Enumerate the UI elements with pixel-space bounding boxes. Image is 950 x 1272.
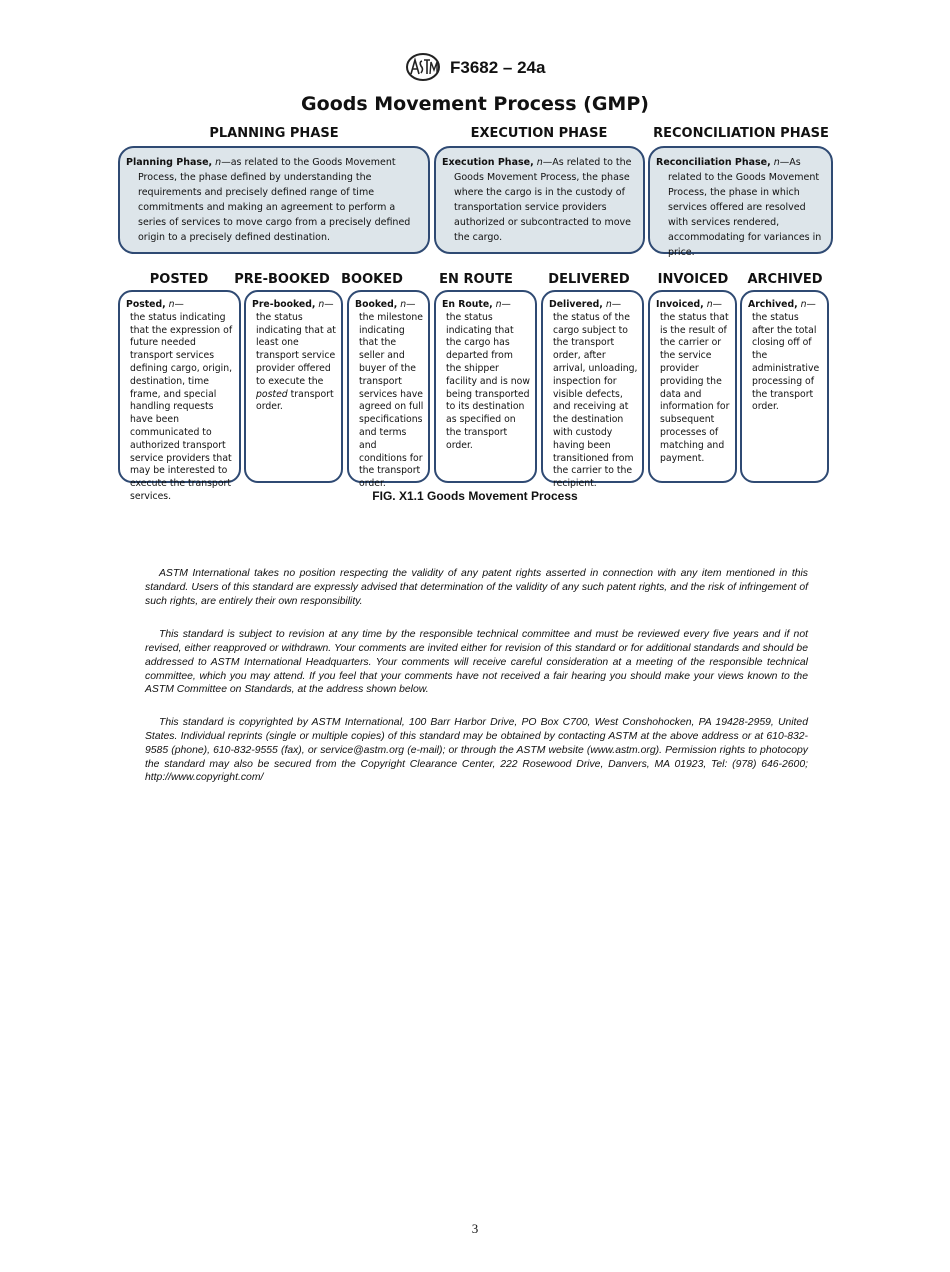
phase-title-planning: PLANNING PHASE xyxy=(209,126,339,141)
status-title-delivered: DELIVERED xyxy=(548,272,630,287)
status-term: Archived, xyxy=(748,299,798,310)
status-dash: — xyxy=(712,299,722,310)
status-box-posted xyxy=(118,290,241,502)
figure-title: Goods Movement Process (GMP) xyxy=(301,93,649,115)
status-description: the status indicating that the expression of future needed transport services defining cargo, origin, destination, time frame, and special handling requests have been communicated to authorized transport service providers that may be interested to execute the transport services. xyxy=(130,311,233,502)
status-pos: n xyxy=(400,299,407,310)
status-term: Booked, xyxy=(355,299,398,310)
phase-title-execution: EXECUTION PHASE xyxy=(470,126,608,141)
status-term: En Route, xyxy=(442,299,493,310)
phase-definition: —As related to the Goods Movement Process, the phase in which services offered are resolved with services rendered, accommodating for variances in price. xyxy=(668,157,822,258)
status-term: Delivered, xyxy=(549,299,603,310)
status-title-en-route: EN ROUTE xyxy=(439,272,513,287)
status-dash: — xyxy=(324,299,334,310)
status-dash: — xyxy=(501,299,511,310)
status-dash: — xyxy=(806,299,816,310)
phase-pos: n xyxy=(536,157,543,168)
page-number: 3 xyxy=(471,1221,479,1236)
phase-box-reconciliation xyxy=(648,146,833,258)
phase-definition: —As related to the Goods Movement Process, the phase where the cargo is in the custody of transportation service providers authorized or subcontracted to move the cargo. xyxy=(454,157,632,243)
status-term: Pre-booked, xyxy=(252,299,316,310)
status-pos: n xyxy=(605,299,612,310)
status-title-invoiced: INVOICED xyxy=(657,272,729,287)
document-number: F3682 – 24a xyxy=(450,58,546,77)
phase-term: Reconciliation Phase, xyxy=(656,157,771,168)
status-dash: — xyxy=(611,299,622,310)
status-box-delivered xyxy=(541,290,644,490)
status-dash: — xyxy=(174,299,184,310)
phase-term: Execution Phase, xyxy=(442,157,534,168)
status-pos: n xyxy=(706,299,713,310)
status-description: the status indicating that the cargo has departed from the shipper facility and is now being transported to its destination as specified on the transport order. xyxy=(446,311,530,451)
status-pos: n xyxy=(495,299,502,310)
status-pos: n xyxy=(800,299,807,310)
phase-title-reconciliation: RECONCILIATION PHASE xyxy=(653,126,829,141)
status-title-archived: ARCHIVED xyxy=(747,272,823,287)
astm-logo-icon xyxy=(405,52,441,82)
status-description: the status that is the result of the carrier or the service provider providing the data and information for subsequent processes of matching and payment. xyxy=(660,311,730,464)
revision-notice: This standard is subject to revision at any time by the responsible technical committee and must be reviewed every five years and if not revised, either reapproved or withdrawn. Your comments are invited either for revision of this standard or for additional standards and should be addressed to ASTM International Headquarters. Your comments will receive careful consideration at a meeting of the responsible technical committee, which you may attend. If you feel that your comments have not received a fair hearing you should make your views known to the ASTM Committee on Standards, at the address shown below. xyxy=(145,629,808,696)
status-term: Posted, xyxy=(126,299,166,310)
status-pos: n xyxy=(168,299,175,310)
status-description-emphasis: posted xyxy=(256,388,288,400)
phase-box-execution xyxy=(434,146,645,254)
patent-notice: ASTM International takes no position respecting the validity of any patent rights asserted in connection with any item mentioned in this standard. Users of this standard are expressly advised that determination of the validity of any such patent rights, and the risk of infringement of such rights, are entirely their own responsibility. xyxy=(145,568,808,607)
figure-caption: FIG. X1.1 Goods Movement Process xyxy=(372,489,578,503)
status-title-pre-booked: PRE-BOOKED xyxy=(234,272,330,287)
status-title-booked: BOOKED xyxy=(341,272,403,287)
phase-definition: —as related to the Goods Movement Process, the phase defined by understanding the requirements and precisely defined range of time commitments and making an agreement to perform a series of services to move cargo from a precisely defined origin to a precisely defined destination. xyxy=(138,157,411,243)
status-description: the status of the cargo subject to the transport order, after arrival, unloading, inspection for visible defects, and receiving at the destination with custody having been transitioned from the carrier to the recipient. xyxy=(553,311,638,490)
status-title-posted: POSTED xyxy=(149,272,209,287)
status-description: the milestone indicating that the seller and buyer of the transport services have agreed on full specifications and terms and conditions for the transport order. xyxy=(359,311,424,490)
status-dash: — xyxy=(406,299,416,310)
status-description-part: the status indicating that at least one transport service provider offered to execute the xyxy=(256,311,336,387)
phase-box-planning xyxy=(118,146,430,254)
status-description-part: transport order. xyxy=(256,388,334,413)
status-pos: n xyxy=(318,299,325,310)
phase-pos: n xyxy=(215,157,222,168)
phase-pos: n xyxy=(773,157,780,168)
status-box-booked xyxy=(347,290,430,490)
status-term: Invoiced, xyxy=(656,299,704,310)
status-box-invoiced xyxy=(648,290,737,483)
status-box-en-route xyxy=(434,290,537,483)
phase-term: Planning Phase, xyxy=(126,157,213,168)
status-description xyxy=(252,312,337,414)
status-description: the status after the total closing off of the administrative processing of the transport order. xyxy=(752,311,820,413)
copyright-notice: This standard is copyrighted by ASTM International, 100 Barr Harbor Drive, PO Box C700, West Conshohocken, PA 19428-2959, United States. Individual reprints (single or multiple copies) of this standard may be obtained by contacting ASTM at the above address or at 610-832-9585 (phone), 610-832-9555 (fax), or service@astm.org (e-mail); or through the ASTM website (www.astm.org). Permission rights to photocopy the standard may also be secured from the Copyright Clearance Center, 222 Rosewood Drive, Danvers, MA 01923, Tel: (978) 646-2600; http://www.copyright.com/ xyxy=(145,717,808,784)
status-box-pre-booked xyxy=(244,290,343,483)
status-box-archived xyxy=(740,290,829,483)
